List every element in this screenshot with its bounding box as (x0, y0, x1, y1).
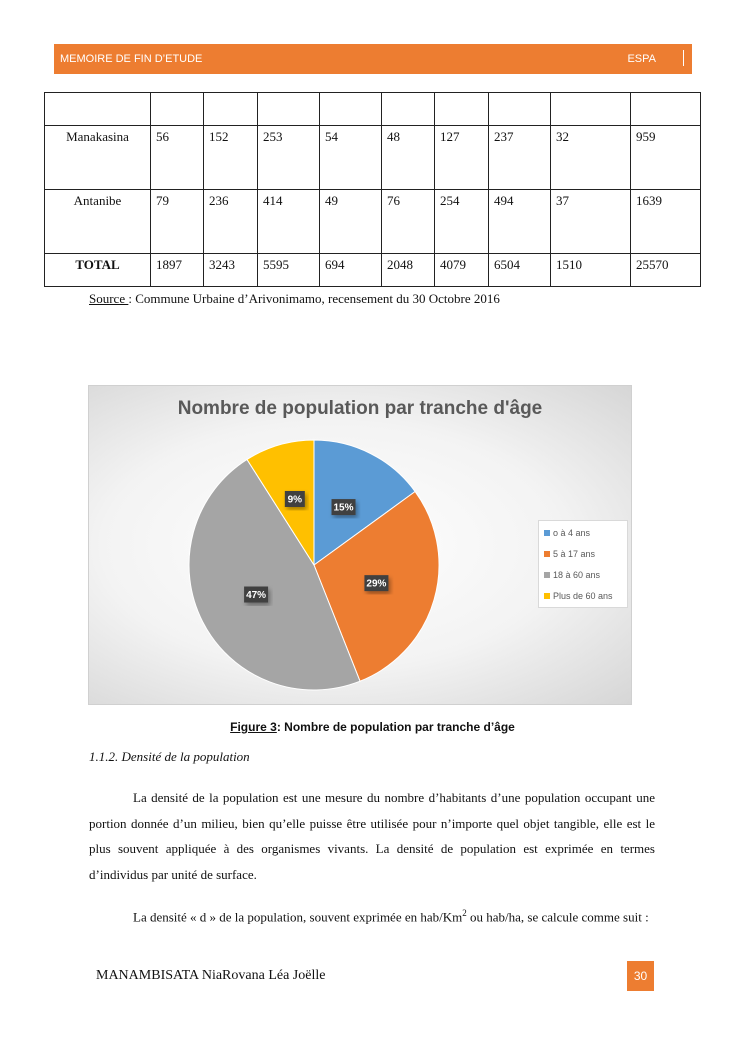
table-cell: 152 (204, 126, 258, 190)
row-name: TOTAL (45, 254, 151, 287)
section-subheading: 1.1.2. Densité de la population (89, 749, 250, 764)
data-label-1 (364, 575, 388, 591)
table-cell: 1639 (631, 190, 701, 254)
data-label-2 (244, 587, 268, 603)
chart-legend (538, 520, 628, 608)
header-title: MEMOIRE DE FIN D’ETUDE (60, 53, 203, 65)
table-cell: 236 (204, 190, 258, 254)
legend-item (544, 570, 600, 582)
data-label-text: 9% (287, 494, 303, 506)
legend-swatch (544, 551, 550, 557)
author-name: MANAMBISATA NiaRovana Léa Joëlle (96, 968, 326, 983)
figure-label: Figure 3 (230, 720, 277, 734)
chart-title: Nombre de population par tranche d'âge (177, 398, 543, 419)
row-name: Manakasina (45, 126, 151, 190)
page-header (54, 44, 692, 74)
table-cell: 237 (489, 126, 551, 190)
data-label-3 (285, 491, 305, 507)
legend-label: o à 4 ans (553, 528, 591, 538)
table-cell: 54 (320, 126, 382, 190)
legend-swatch (544, 572, 550, 578)
data-label-text: 15% (333, 502, 354, 514)
paragraph-density-formula (89, 901, 655, 930)
page-number: 30 (627, 961, 654, 991)
legend-label: 5 à 17 ans (553, 549, 596, 559)
table-cell: 79 (151, 190, 204, 254)
legend-swatch (544, 593, 550, 599)
figure-caption (0, 720, 745, 734)
table-row (45, 93, 701, 126)
source-text: : Commune Urbaine d’Arivonimamo, recensement du 30 Octobre 2016 (128, 291, 500, 306)
table-cell: 1897 (151, 254, 204, 287)
table-cell: 959 (631, 126, 701, 190)
table-cell: 6504 (489, 254, 551, 287)
superscript: 2 (462, 908, 467, 918)
legend-label: 18 à 60 ans (553, 570, 601, 580)
table-cell: 1510 (551, 254, 631, 287)
table-cell: 2048 (382, 254, 435, 287)
header-separator (683, 50, 684, 66)
legend-item (544, 549, 595, 561)
table-cell: 3243 (204, 254, 258, 287)
paragraph-density-definition: La densité de la population est une mesure du nombre d’habitants d’une population occupant une portion donnée d’un milieu, bien qu’elle puisse être utilisée pour n’importe quel objet tangible, elle est le plus souvent appliquée à des organismes vivants. La densité de population est exprimée en termes d’individus par unité de surface. (89, 790, 655, 882)
data-label-0 (332, 499, 356, 515)
row-name: Antanibe (45, 190, 151, 254)
table-cell: 37 (551, 190, 631, 254)
table-cell: 56 (151, 126, 204, 190)
legend-swatch (544, 530, 550, 536)
table-row-total (45, 254, 701, 287)
table-cell: 76 (382, 190, 435, 254)
header-school: ESPA (627, 53, 656, 65)
table-cell: 25570 (631, 254, 701, 287)
table-cell: 49 (320, 190, 382, 254)
table-cell: 494 (489, 190, 551, 254)
table-row (45, 190, 701, 254)
table-cell: 253 (258, 126, 320, 190)
table-cell: 254 (435, 190, 489, 254)
table-source (89, 291, 500, 307)
source-label: Source (89, 291, 129, 306)
pie-chart (88, 385, 632, 705)
population-table (44, 92, 701, 287)
table-cell: 48 (382, 126, 435, 190)
table-cell: 694 (320, 254, 382, 287)
legend-item (544, 528, 590, 540)
table-cell: 127 (435, 126, 489, 190)
table-cell: 4079 (435, 254, 489, 287)
table-cell: 5595 (258, 254, 320, 287)
legend-label: Plus de 60 ans (553, 591, 613, 601)
data-label-text: 47% (246, 590, 267, 602)
paragraph-text: La densité « d » de la population, souvent exprimée en hab/Km (133, 909, 463, 925)
paragraph-text: ou hab/ha, se calcule comme suit : (466, 909, 649, 925)
data-label-text: 29% (366, 578, 387, 590)
legend-item (544, 591, 613, 603)
figure-text: : Nombre de population par tranche d’âge (276, 720, 515, 734)
table-cell: 32 (551, 126, 631, 190)
table-row (45, 126, 701, 190)
table-cell: 414 (258, 190, 320, 254)
